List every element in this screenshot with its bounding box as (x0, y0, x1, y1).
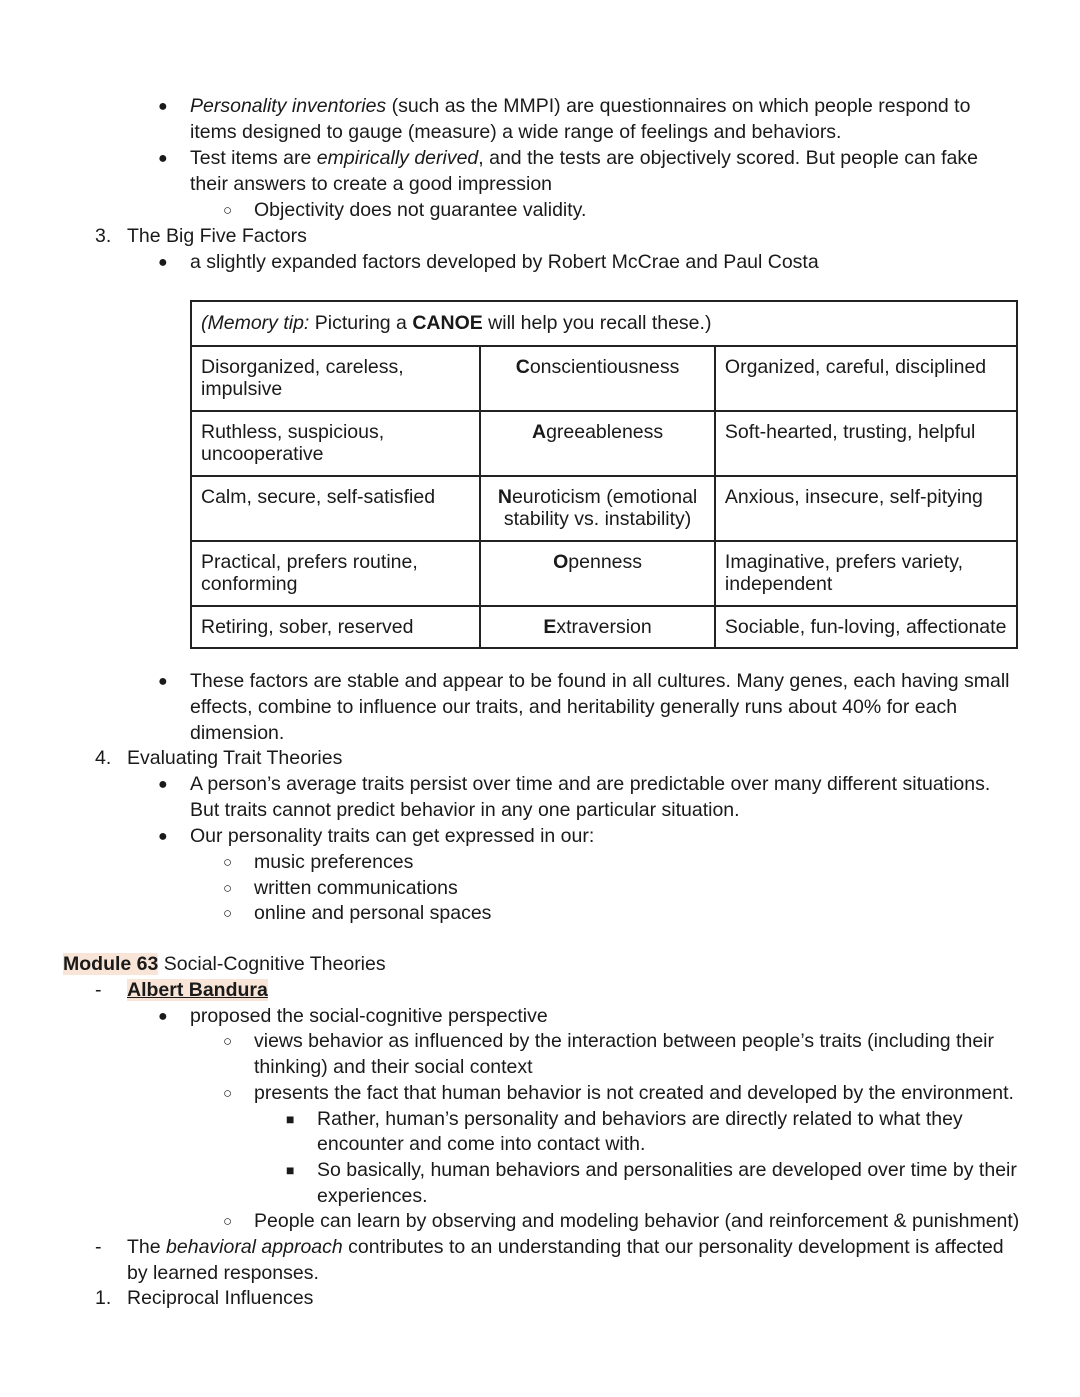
bullet-dot: ● (158, 150, 168, 167)
text-line: presents the fact that human behavior is not created and developed by the environment. (254, 1082, 1014, 1104)
text-line: Personality inventories (such as the MMPI) are questionnaires on which people respond to (190, 95, 971, 117)
high-trait-cell: Sociable, fun-loving, affectionate (715, 606, 1017, 649)
text-line: by learned responses. (127, 1262, 319, 1284)
section-title: The Big Five Factors (127, 225, 307, 247)
text-line: Test items are empirically derived, and the tests are objectively scored. But people can fake (190, 147, 978, 169)
table-row (191, 606, 1017, 649)
hollow-bullet: ○ (223, 1033, 233, 1050)
text-line: effects, combine to influence our traits, and heritability generally runs about 40% for each (190, 696, 958, 718)
list-item: written communications (254, 877, 458, 899)
text-line: Rather, human’s personality and behaviors are directly related to what they (317, 1108, 963, 1130)
low-trait-cell: Calm, secure, self-satisfied (191, 476, 480, 541)
low-trait-cell: Retiring, sober, reserved (191, 606, 480, 649)
text-line: dimension. (190, 722, 285, 744)
high-trait-cell: Organized, careful, disciplined (715, 346, 1017, 411)
dash-marker: - (95, 1236, 102, 1258)
list-number: 3. (95, 225, 112, 247)
bullet-dot: ● (158, 1008, 168, 1025)
factor-cell: Extraversion (480, 606, 715, 649)
list-number: 4. (95, 747, 112, 769)
table-row (191, 411, 1017, 476)
text-line: thinking) and their social context (254, 1056, 533, 1078)
bullet-dot: ● (158, 254, 168, 271)
factor-cell: Neuroticism (emotional stability vs. instability) (480, 476, 715, 541)
text-line: Objectivity does not guarantee validity. (254, 199, 587, 221)
bullet-dot: ● (158, 98, 168, 115)
hollow-bullet: ○ (223, 202, 233, 219)
square-bullet: ■ (286, 1111, 295, 1127)
low-trait-cell: Disorganized, careless, impulsive (191, 346, 480, 411)
module-heading: Module 63 Social-Cognitive Theories (63, 953, 386, 975)
text-line: views behavior as influenced by the interaction between people’s traits (including their (254, 1030, 994, 1052)
text-line: experiences. (317, 1185, 428, 1207)
big-five-table (190, 300, 1018, 649)
factor-cell: Conscientiousness (480, 346, 715, 411)
hollow-bullet: ○ (223, 1085, 233, 1102)
list-number: 1. (95, 1287, 112, 1309)
high-trait-cell: Imaginative, prefers variety, independent (715, 541, 1017, 606)
table-header-row (191, 301, 1017, 346)
bullet-dot: ● (158, 828, 168, 845)
memory-tip-cell: (Memory tip: Picturing a CANOE will help you recall these.) (191, 301, 1017, 346)
table-row (191, 541, 1017, 606)
text-line: But traits cannot predict behavior in any one particular situation. (190, 799, 740, 821)
text-line: items designed to gauge (measure) a wide range of feelings and behaviors. (190, 121, 842, 143)
table-row (191, 346, 1017, 411)
text-line: a slightly expanded factors developed by Robert McCrae and Paul Costa (190, 251, 819, 273)
bullet-dot: ● (158, 673, 168, 690)
text-line: People can learn by observing and modeling behavior (and reinforcement & punishment) (254, 1210, 1020, 1232)
hollow-bullet: ○ (223, 905, 233, 922)
module-label: Module 63 (63, 953, 159, 975)
high-trait-cell: Soft-hearted, trusting, helpful (715, 411, 1017, 476)
list-item: music preferences (254, 851, 414, 873)
hollow-bullet: ○ (223, 854, 233, 871)
hollow-bullet: ○ (223, 880, 233, 897)
factor-cell: Agreeableness (480, 411, 715, 476)
text-line: encounter and come into contact with. (317, 1133, 646, 1155)
low-trait-cell: Ruthless, suspicious, uncooperative (191, 411, 480, 476)
section-title: Evaluating Trait Theories (127, 747, 343, 769)
high-trait-cell: Anxious, insecure, self-pitying (715, 476, 1017, 541)
text-line: So basically, human behaviors and personalities are developed over time by their (317, 1159, 1017, 1181)
text-line: These factors are stable and appear to be found in all cultures. Many genes, each having small (190, 670, 1010, 692)
text-line: The behavioral approach contributes to an understanding that our personality development is affected (127, 1236, 1004, 1258)
person-name: Albert Bandura (127, 979, 268, 1001)
table-row (191, 476, 1017, 541)
square-bullet: ■ (286, 1162, 295, 1178)
bullet-dot: ● (158, 776, 168, 793)
section-title: Reciprocal Influences (127, 1287, 314, 1309)
factor-cell: Openness (480, 541, 715, 606)
text-line: A person’s average traits persist over time and are predictable over many different situations. (190, 773, 991, 795)
text-line: their answers to create a good impression (190, 173, 553, 195)
text-line: proposed the social-cognitive perspective (190, 1005, 548, 1027)
text-line: Our personality traits can get expressed in our: (190, 825, 595, 847)
hollow-bullet: ○ (223, 1213, 233, 1230)
low-trait-cell: Practical, prefers routine, conforming (191, 541, 480, 606)
dash-marker: - (95, 979, 102, 1001)
list-item: online and personal spaces (254, 902, 492, 924)
